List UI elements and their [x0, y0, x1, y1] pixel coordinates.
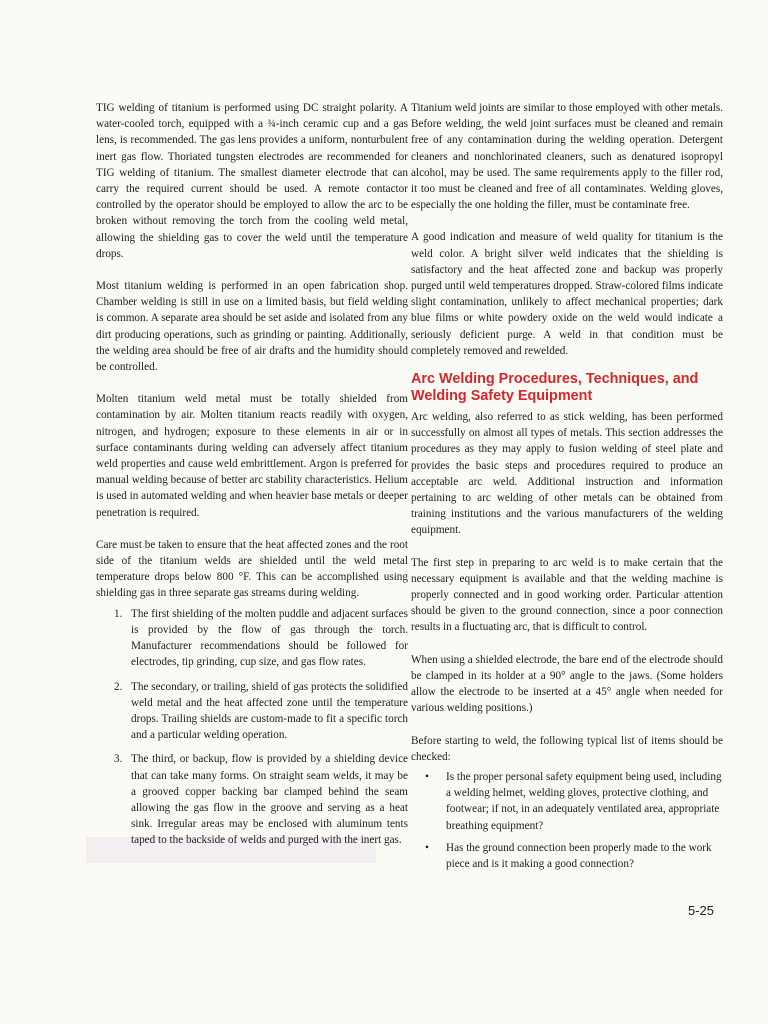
- list-item: [96, 606, 408, 671]
- list-item: [411, 840, 723, 872]
- list-item-number: 2.: [114, 680, 123, 693]
- paragraph-molten-titanium-shielding: Molten titanium weld metal must be totally shielded from contamination by air. Molten titanium reacts readily with oxygen, nitrogen, and hydrogen; exposure to these elements in air or in surface contaminants during welding can adversely affect titanium weld properties and cause weld embrittlement. Argon is preferred for manual welding because of better arc stability characteristics. Helium is used in automated welding and when heavier base metals or deeper penetration is required.: [96, 393, 408, 519]
- list-item-number: 3.: [114, 753, 123, 766]
- paragraph-weld-color: A good indication and measure of weld quality for titanium is the weld color. A bright silver weld indicates that the shielding is satisfactory and the heat affected zone and backup was properly purged until weld temperatures dropped. Straw-colored films indicate slight contamination, unlikely to affect mechanical properties; dark blue films or white powdery oxide on the weld would indicate a seriously deficient purge. A weld in that condition must be completely removed and rewelded.: [411, 231, 723, 357]
- paragraph-heat-affected-zones: Care must be taken to ensure that the heat affected zones and the root side of the titanium welds are shielded until the weld metal temperature drops below 800 °F. This can be accomplished using shielding gas in three separate gas streams during welding.: [96, 538, 408, 600]
- checklist: [411, 769, 723, 872]
- page-number: 5-25: [688, 903, 715, 918]
- paragraph-arc-welding-intro: Arc welding, also referred to as stick welding, has been performed successfully on almost all types of metals. This section addresses the procedures as they may apply to fusion welding of steel plate and provides the basic steps and procedures required to produce an acceptable arc weld. Additional instruction and information pertaining to arc welding of other metals can be obtained from training institutions and the various manufacturers of the welding equipment.: [411, 411, 723, 537]
- gas-streams-list: [96, 606, 408, 849]
- list-item: [411, 769, 723, 834]
- list-item-text: Is the proper personal safety equipment being used, including a welding helmet, welding gloves, protective clothing, and footwear; if not, in an adequately ventilated area, appropriate breathing equipment?: [446, 770, 722, 832]
- list-item-text: The first shielding of the molten puddle and adjacent surfaces is provided by the flow of gas through the torch. Manufacturer recommendations should be followed for electrodes, tip grinding, cup size, and gas flow rates.: [131, 607, 408, 669]
- list-item-number: 1.: [114, 607, 123, 620]
- paragraph-shielded-electrode: When using a shielded electrode, the bare end of the electrode should be clamped in its holder at a 90° angle to the jaws. (Some holders allow the electrode to be inserted at a 45° angle when needed for various welding positions.): [411, 653, 723, 715]
- paragraph-tig-welding: TIG welding of titanium is performed using DC straight polarity. A water-cooled torch, equipped with a ¾-inch ceramic cup and a gas lens, is recommended. The gas lens provides a uniform, nonturbulent inert gas flow. Thoriated tungsten electrodes are recommended for TIG welding of titanium. The smallest diameter electrode that can carry the required current should be used. A remote contactor controlled by the operator should be employed to allow the arc to be broken without removing the torch from the cooling weld metal, allowing the shielding gas to cover the weld until the temperature drops.: [96, 102, 408, 260]
- bullet: •: [425, 841, 429, 854]
- left-column: [96, 100, 408, 857]
- paragraph-titanium-welding-area: Most titanium welding is performed in an open fabrication shop. Chamber welding is still in use on a limited basis, but field welding is common. A separate area should be set aside and isolated from any dirt producing operations, such as grinding or painting. Additionally, the welding area should be free of air drafts and the humidity should be controlled.: [96, 280, 408, 374]
- list-item-text: The secondary, or trailing, shield of gas protects the solidified weld metal and the heat affected zone until the temperature drops. Trailing shields are custom-made to fit a specific torch and a particular welding operation.: [131, 680, 408, 742]
- section-heading: Arc Welding Procedures, Techniques, and Welding Safety Equipment: [411, 371, 699, 405]
- paragraph-checklist-intro: Before starting to weld, the following typical list of items should be checked:: [411, 734, 723, 763]
- right-column: [411, 100, 723, 878]
- list-item: [96, 679, 408, 744]
- list-item-text: The third, or backup, flow is provided by a shielding device that can take many forms. On straight seam welds, it may be a grooved copper backing bar clamped behind the seam allowing the gas flow in the groove and serving as a heat sink. Irregular areas may be enclosed with aluminum tents taped to the backside of welds and purged with the inert gas.: [131, 753, 408, 847]
- list-item-text: Has the ground connection been properly made to the work piece and is it making a good connection?: [446, 841, 712, 870]
- bullet: •: [425, 770, 429, 783]
- paragraph-weld-joints: Titanium weld joints are similar to those employed with other metals. Before welding, the weld joint surfaces must be cleaned and remain free of any contamination during the welding operation. Detergent cleaners and nonchlorinated cleaners, such as denatured isopropyl alcohol, may be used. The same requirements apply to the filler rod, it too must be cleaned and free of all contaminates. Welding gloves, especially the one holding the filler, must be contaminate free.: [411, 102, 723, 212]
- list-item: [96, 751, 408, 848]
- paragraph-first-step: The first step in preparing to arc weld is to make certain that the necessary equipment is available and that the welding machine is properly connected and in good working order. Particular attention should be given to the ground connection, since a poor connection results in a fluctuating arc, that is difficult to control.: [411, 556, 723, 634]
